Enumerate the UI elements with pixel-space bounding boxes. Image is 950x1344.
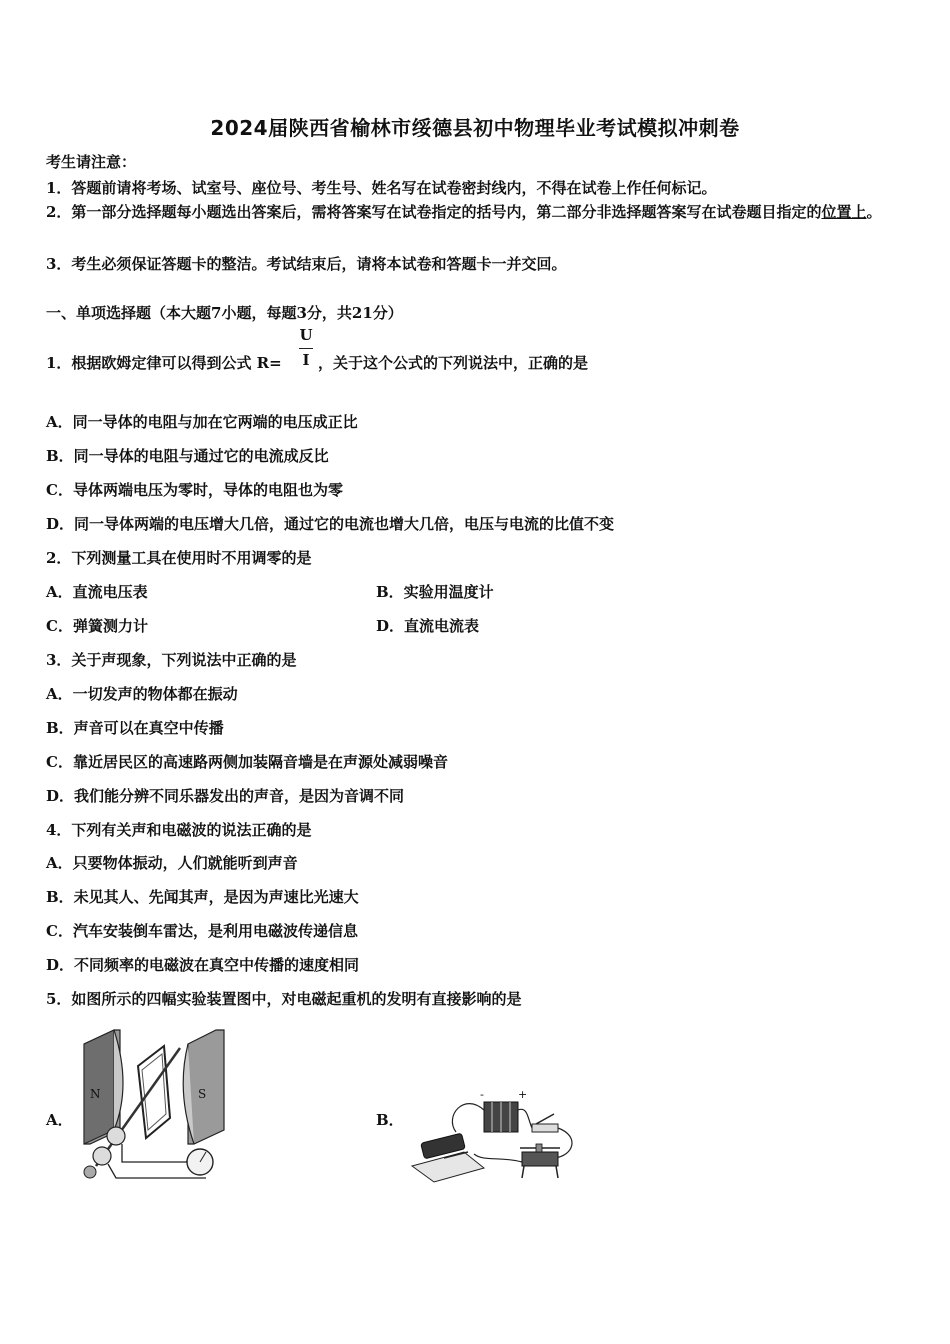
q5-stem: 5．如图所示的四幅实验装置图中，对电磁起重机的发明有直接影响的是 xyxy=(46,990,522,1008)
q3-option-a: A．一切发声的物体都在振动 xyxy=(46,685,238,703)
wire-rheostat-to-coil xyxy=(474,1154,522,1162)
figure-b-circuit-diagram xyxy=(404,1086,582,1186)
wire-battery-to-switch xyxy=(518,1109,532,1128)
q1-option-a: A．同一导体的电阻与加在它两端的电压成正比 xyxy=(46,413,358,431)
q2-option-b: B．实验用温度计 xyxy=(376,583,494,601)
figure-a-generator-diagram xyxy=(76,1026,236,1186)
q2-option-a: A．直流电压表 xyxy=(46,583,148,601)
q1-option-b: B．同一导体的电阻与通过它的电流成反比 xyxy=(46,447,329,465)
magnet-n-label: N xyxy=(90,1087,101,1101)
q3-option-d: D．我们能分辨不同乐器发出的声音，是因为音调不同 xyxy=(46,787,405,805)
notice-item-2-underline: 位置上 xyxy=(821,203,867,221)
q3-option-b: B．声音可以在真空中传播 xyxy=(46,719,224,737)
rheostat-leg-right xyxy=(556,1166,558,1178)
q5-label-a: A． xyxy=(46,1111,73,1129)
q5-label-b: B． xyxy=(376,1111,404,1129)
notice-item-2-text: 2．第一部分选择题每小题选出答案后，需将答案写在试卷指定的括号内，第二部分非选择题答案写在试卷题目指定的 xyxy=(46,203,822,221)
q3-stem: 3．关于声现象，下列说法中正确的是 xyxy=(46,651,297,669)
battery-plus-label: + xyxy=(518,1088,528,1101)
section-heading: 一、单项选择题（本大题7小题，每题3分，共21分） xyxy=(46,304,403,322)
exam-title: 2024届陕西省榆林市绥德县初中物理毕业考试模拟冲刺卷 xyxy=(210,116,740,140)
magnet-s-label: S xyxy=(198,1087,207,1101)
q1-option-d: D．同一导体两端的电压增大几倍，通过它的电流也增大几倍，电压与电流的比值不变 xyxy=(46,515,615,533)
notice-item-3: 3．考生必须保证答题卡的整洁。考试结束后，请将本试卷和答题卡一并交回。 xyxy=(46,255,567,273)
rheostat-leg-left xyxy=(522,1166,524,1178)
switch-base xyxy=(532,1124,558,1132)
magnet-n-pole-face xyxy=(114,1030,123,1130)
q1-option-c: C．导体两端电压为零时，导体的电阻也为零 xyxy=(46,481,343,499)
slip-ring-1 xyxy=(107,1127,125,1145)
notice-item-2 xyxy=(46,199,906,225)
q2-option-d: D．直流电流表 xyxy=(376,617,480,635)
q3-option-c: C．靠近居民区的高速路两侧加装隔音墙是在声源处减弱噪音 xyxy=(46,753,448,771)
notice-item-1: 1．答题前请将考场、试室号、座位号、考生号、姓名写在试卷密封线内，不得在试卷上作任何标记。 xyxy=(46,179,717,197)
q1-formula-fraction xyxy=(298,326,314,372)
q4-option-b: B．未见其人、先闻其声，是因为声速比光速大 xyxy=(46,888,359,906)
rheostat xyxy=(522,1152,558,1166)
fraction-bar xyxy=(299,348,313,349)
lead-wire-1 xyxy=(122,1144,194,1162)
wire-battery-to-coil xyxy=(452,1104,484,1132)
slip-ring-2 xyxy=(93,1147,111,1165)
fraction-numerator: U xyxy=(299,326,313,344)
notice-heading: 考生请注意： xyxy=(46,153,137,171)
q4-option-a: A．只要物体振动，人们就能听到声音 xyxy=(46,854,298,872)
battery-minus-label: - xyxy=(480,1088,484,1101)
crank-handle xyxy=(84,1166,96,1178)
q1-stem-before: 1．根据欧姆定律可以得到公式 R= xyxy=(46,354,282,372)
q4-option-c: C．汽车安装倒车雷达，是利用电磁波传递信息 xyxy=(46,922,358,940)
rheostat-slider xyxy=(536,1144,542,1152)
q2-option-c: C．弹簧测力计 xyxy=(46,617,148,635)
fraction-denominator: I xyxy=(302,351,310,369)
notice-item-2-end: 。 xyxy=(866,203,882,221)
q4-stem: 4．下列有关声和电磁波的说法正确的是 xyxy=(46,821,312,839)
q2-stem: 2．下列测量工具在使用时不用调零的是 xyxy=(46,549,312,567)
q4-option-d: D．不同频率的电磁波在真空中传播的速度相同 xyxy=(46,956,360,974)
q1-stem-after: ，关于这个公式的下列说法中，正确的是 xyxy=(318,354,589,372)
switch-lever xyxy=(536,1114,554,1124)
wire-coil-inner xyxy=(142,1054,166,1130)
